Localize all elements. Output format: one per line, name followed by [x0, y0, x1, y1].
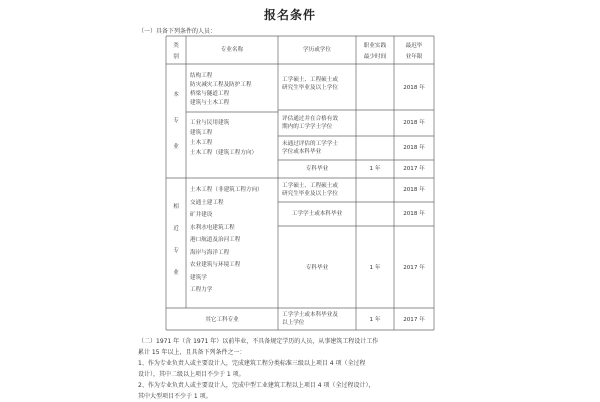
category-xiangjin: 相 近 专 业: [173, 204, 179, 276]
xj-year-3: 2017 年: [403, 265, 425, 271]
document-title: 报名条件: [263, 8, 316, 22]
xj-year-2: 2018 年: [403, 211, 425, 217]
header-category: 类 别: [173, 43, 179, 60]
benke-majors-2: 工业与民用建筑 建筑工程 土木工程 土木工程（建筑工程方向）: [190, 120, 258, 156]
header-years: 职业实践 最少时间: [363, 43, 387, 60]
xj-year-1: 2018 年: [403, 187, 425, 193]
header-year: 最迟毕 业年限: [405, 43, 423, 60]
degree-4: 专科毕业: [305, 166, 329, 172]
other-years: 1 年: [369, 317, 381, 323]
intro-text: （一）具备下列条件的人员：: [138, 28, 217, 35]
years-4: 1 年: [369, 166, 381, 172]
year-2: 2018 年: [403, 120, 425, 126]
other-degree: 工学学士或本科毕业及 以上学位: [282, 312, 338, 326]
degree-2: 评估通过并在合格有效 期内的工学学士学位: [282, 116, 338, 130]
note-line: （二）1971 年（含 1971 年）以前毕业，不具备规定学历的人员，从事建筑工程设计工作: [138, 338, 379, 345]
year-4: 2017 年: [403, 166, 425, 172]
xj-years-3: 1 年: [369, 265, 381, 271]
header-major: 专业名称: [220, 47, 244, 53]
note-line: 累计 15 年以上，且具备下列条件之一：: [138, 349, 246, 356]
other-major: 其它工科专业: [205, 317, 239, 323]
header-degree: 学历或学位: [303, 47, 331, 53]
year-1: 2018 年: [403, 85, 425, 91]
xj-degree-3: 专科毕业: [305, 265, 329, 271]
degree-1: 工学硕士、工程硕士或 研究生毕业及以上学位: [282, 77, 338, 91]
xiangjin-majors: 土木工程（非建筑工程方向） 交通土建工程 矿井建设 水利水电建筑工程 港口航道及治河工程 海岸与海洋工程 农业建筑与环境工程 建筑学 工程力学: [190, 187, 263, 293]
note-line: 设计），其中二级以上项目不少于 1 项。: [138, 371, 245, 378]
benke-majors-1: 结构工程 防灾减灾工程及防护工程 桥梁与隧道工程 建筑与土木工程: [190, 73, 252, 106]
note-line: 1、作为专业负责人或主要设计人，完成建筑工程分类标准三级以上项目 4 项（全过程: [138, 360, 366, 367]
document-page: [130, 0, 450, 400]
note-line: 其中大型项目不少于 1 项。: [138, 393, 212, 400]
notes: [138, 336, 446, 402]
note-line: 2、作为专业负责人或主要设计人，完成中型工业建筑工程以上项目 4 项（全过程设计），: [138, 382, 375, 389]
category-benke: 本 专 业: [173, 92, 179, 150]
xj-degree-1: 工学硕士、工程硕士或 研究生毕业及以上学位: [282, 183, 338, 197]
year-3: 2018 年: [403, 145, 425, 151]
other-year: 2017 年: [403, 317, 425, 323]
xj-degree-2: 工学学士或本科毕业: [291, 211, 343, 217]
degree-3: 未通过评估的工学学士 学位或本科毕业: [282, 141, 338, 155]
